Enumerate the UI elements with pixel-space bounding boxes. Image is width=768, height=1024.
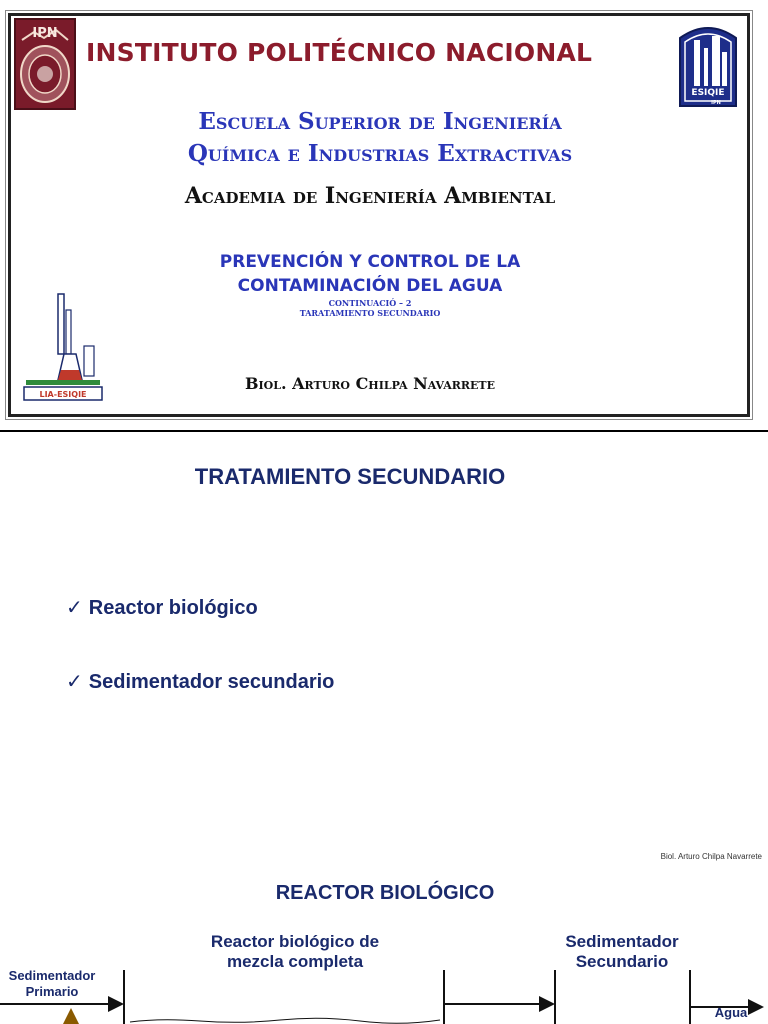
slide-title: TRATAMIENTO SECUNDARIO <box>194 464 506 489</box>
secondary-settler-label-line1: Sedimentador <box>565 932 679 951</box>
bullet-item <box>66 595 258 620</box>
author-name: Biol. Arturo Chilpa Navarrete <box>245 374 495 393</box>
biological-reactor-slide <box>0 844 768 1024</box>
secondary-treatment-slide <box>0 434 768 844</box>
reactor-label-line2: mezcla completa <box>226 952 364 972</box>
checkmark-icon: ✓ <box>66 597 83 619</box>
bullet-text: Sedimentador secundario <box>88 671 335 693</box>
ipn-logo-icon <box>14 18 76 110</box>
lia-logo-text: LIA-ESIQIE <box>39 390 87 399</box>
secondary-settler-label <box>540 932 704 973</box>
title-slide <box>0 0 768 432</box>
checkmark-icon: ✓ <box>66 671 83 693</box>
school-name-line1: Escuela Superior de Ingeniería <box>198 108 562 135</box>
course-title-line2: CONTAMINACIÓN DEL AGUA <box>237 276 503 296</box>
reactor-liquid-surface <box>130 1018 440 1023</box>
course-subtitle-line1: CONTINUACIÓ – 2 <box>328 298 412 308</box>
esiqie-logo-subtext: IPN <box>711 100 721 106</box>
ipn-logo-text: IPN <box>32 26 58 41</box>
esiqie-logo-text: ESIQIE <box>691 88 725 98</box>
primary-settler-label <box>0 968 104 999</box>
secondary-settler-label-line2: Secundario <box>575 952 669 972</box>
primary-settler-label-line2: Primario <box>25 983 79 999</box>
lia-esiqie-logo-icon <box>20 290 104 402</box>
author-credit: Biol. Arturo Chilpa Navarrete <box>660 852 762 861</box>
water-label: Agua <box>714 1005 748 1020</box>
primary-settler-label-line1: Sedimentador <box>8 968 96 983</box>
reactor-label <box>170 932 420 973</box>
school-name-line2: Química e Industrias Extractivas <box>187 140 573 167</box>
slide-frame <box>8 13 750 417</box>
academy-name: Academia de Ingeniería Ambiental <box>184 183 556 209</box>
slide-title: REACTOR BIOLÓGICO <box>275 882 495 904</box>
bullet-item <box>66 669 334 694</box>
institute-name: INSTITUTO POLITÉCNICO NACIONAL <box>86 38 593 67</box>
reactor-label-line1: Reactor biológico de <box>210 932 380 951</box>
esiqie-logo-icon <box>676 18 740 110</box>
course-subtitle-line2: TARATAMIENTO SECUNDARIO <box>299 308 441 318</box>
course-title-line1: PREVENCIÓN Y CONTROL DE LA <box>219 252 521 272</box>
bullet-text: Reactor biológico <box>88 597 258 619</box>
